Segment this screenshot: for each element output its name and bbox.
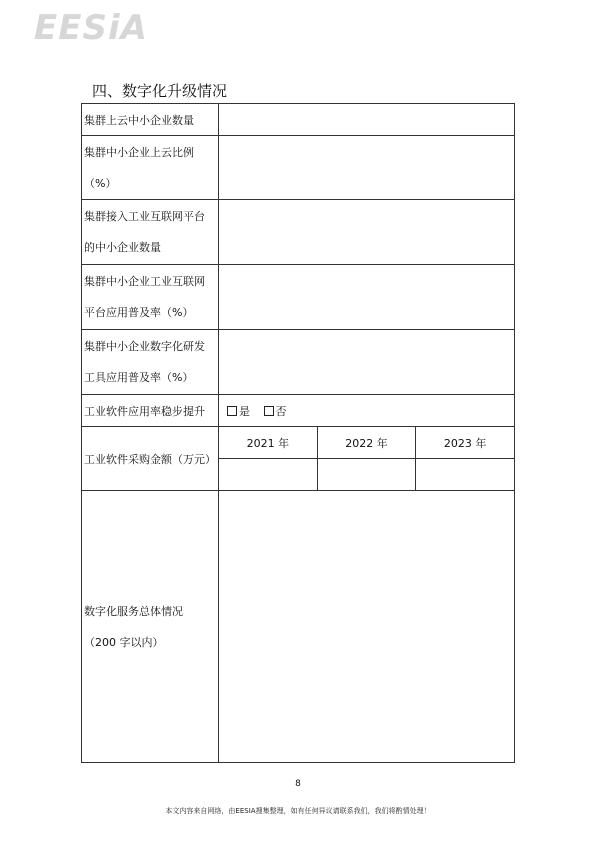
yes-label: 是 bbox=[239, 404, 250, 418]
label-software-purchase: 工业软件采购金额（万元） bbox=[82, 427, 219, 491]
field-cloud-sme-count[interactable] bbox=[219, 104, 515, 136]
page-number: 8 bbox=[295, 779, 301, 789]
section-title: 四、数字化升级情况 bbox=[92, 82, 228, 100]
label-rd-tool-penetration: 集群中小企业数字化研发 工具应用普及率（%） bbox=[82, 330, 219, 395]
option-no[interactable] bbox=[264, 403, 287, 419]
field-purchase-2021[interactable] bbox=[219, 459, 318, 491]
field-iip-sme-count[interactable] bbox=[219, 200, 515, 265]
footer-disclaimer: 本文内容来自网络，由EESIA搜集整理，如有任何异议请联系我们，我们将酌情处理！ bbox=[165, 807, 431, 815]
year-header-2022: 2022 年 bbox=[317, 427, 416, 459]
label-digital-service-overview: 数字化服务总体情况 （200 字以内） bbox=[82, 491, 219, 763]
year-header-2021: 2021 年 bbox=[219, 427, 318, 459]
field-purchase-2023[interactable] bbox=[416, 459, 515, 491]
field-rd-tool-penetration[interactable] bbox=[219, 330, 515, 395]
no-checkbox[interactable] bbox=[264, 406, 274, 416]
no-label: 否 bbox=[275, 404, 287, 418]
yes-checkbox[interactable] bbox=[227, 406, 237, 416]
label-cloud-sme-count: 集群上云中小企业数量 bbox=[82, 104, 219, 136]
label-software-adoption: 工业软件应用率稳步提升 bbox=[82, 395, 219, 427]
label-iip-sme-count: 集群接入工业互联网平台 的中小企业数量 bbox=[82, 200, 219, 265]
field-purchase-2022[interactable] bbox=[317, 459, 416, 491]
year-header-2023: 2023 年 bbox=[416, 427, 515, 459]
field-digital-service-overview[interactable] bbox=[219, 491, 515, 763]
software-adoption-options bbox=[219, 395, 515, 427]
field-cloud-sme-ratio[interactable] bbox=[219, 136, 515, 200]
label-iip-penetration: 集群中小企业工业互联网 平台应用普及率（%） bbox=[82, 265, 219, 330]
option-yes[interactable] bbox=[227, 403, 250, 419]
label-cloud-sme-ratio: 集群中小企业上云比例 （%） bbox=[82, 136, 219, 200]
digital-upgrade-form bbox=[81, 103, 515, 763]
field-iip-penetration[interactable] bbox=[219, 265, 515, 330]
eesia-logo: EESiA bbox=[34, 8, 148, 48]
